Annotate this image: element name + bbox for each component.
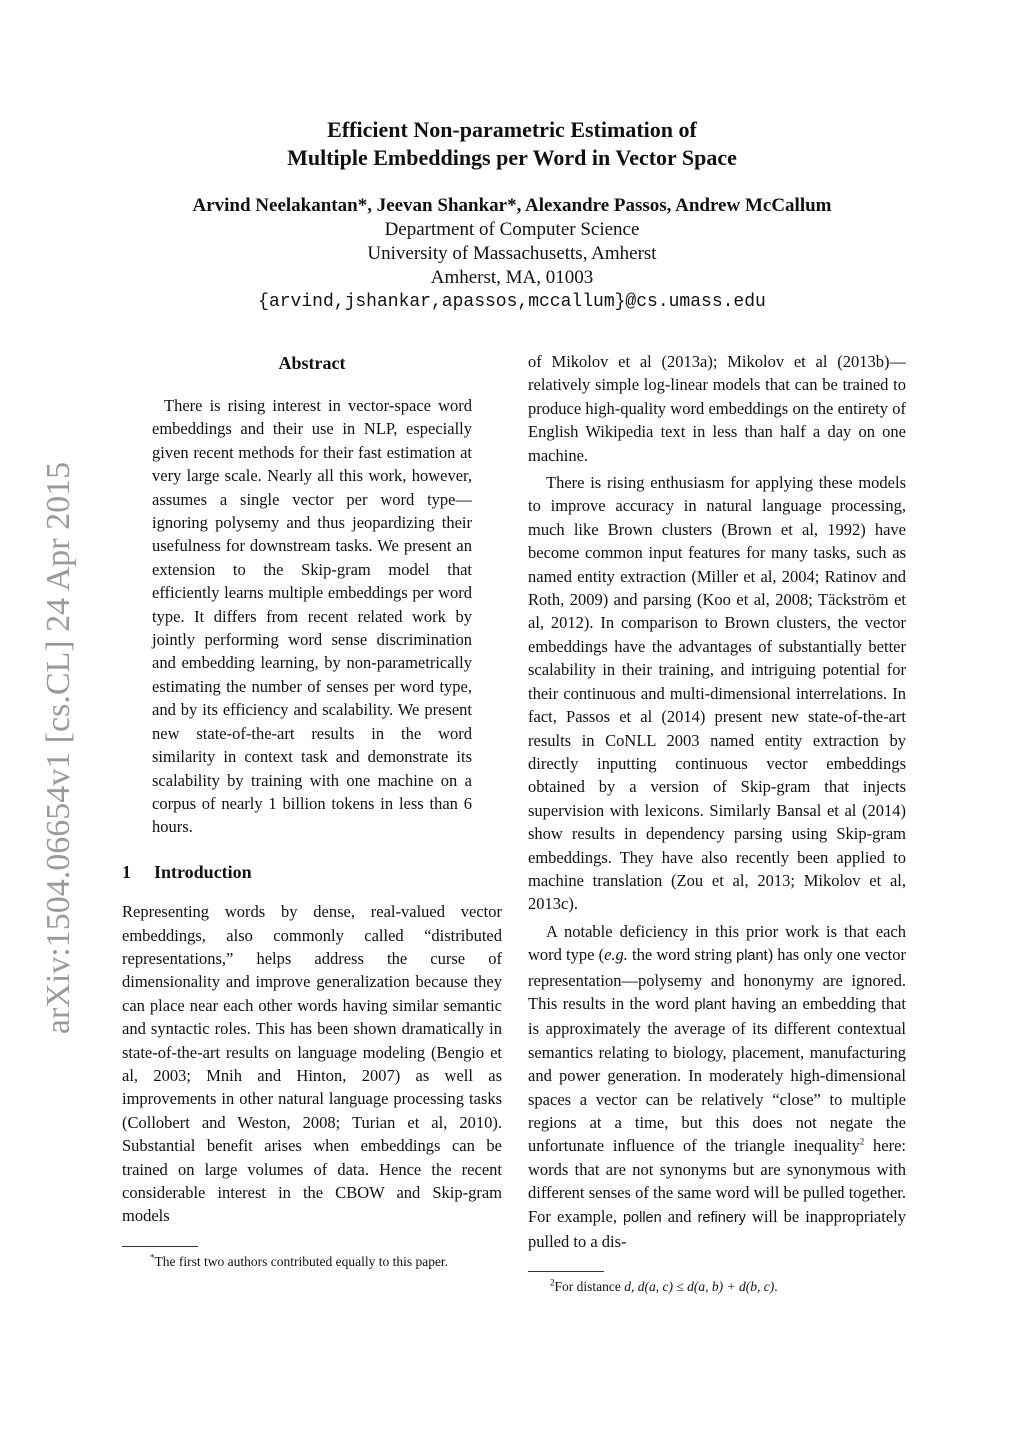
footnote-mark: * bbox=[150, 1252, 155, 1263]
word-pollen: pollen bbox=[622, 1209, 662, 1226]
intro-paragraph-1-continued: of Mikolov et al (2013a); Mikolov et al (2013b)—relatively simple log-linear models that can be trained to produce high-quality word embeddings on the entirety of English Wikipedia text in less than half a day on one machine. bbox=[528, 352, 906, 465]
abstract-body: There is rising interest in vector-space word embeddings and their use in NLP, especially given recent methods for their fast estimation at very large scale. Nearly all this work, however, assumes a single vector per word type—ignoring polysemy and thus jeopardizing their usefulness for downstream tasks. We present an extension to the Skip-gram model that efficiently learns multiple embeddings per word type. It differs from recent related work by jointly performing word sense discrimination and embedding learning, by non-parametrically estimating the number of senses per word type, and by its efficiency and scalability. We present new state-of-the-art results in the word similarity in context task and demonstrate its scalability by training with one machine on a corpus of nearly 1 billion tokens in less than 6 hours. bbox=[152, 396, 472, 837]
arxiv-side-stamp: arXiv:1504.06654v1 [cs.CL] 24 Apr 2015 bbox=[40, 461, 77, 1035]
footnote-rule-left bbox=[122, 1246, 198, 1247]
section-number: 1 bbox=[122, 861, 131, 882]
paper-title bbox=[0, 116, 1024, 172]
footnote-2-period: . bbox=[774, 1279, 778, 1295]
abstract-heading: Abstract bbox=[278, 353, 346, 373]
author-block bbox=[0, 194, 1024, 314]
p3-text-c: ) has only one vector representation—polysemy and hononymy are ignored. This results in the word bbox=[528, 945, 906, 1013]
department: Department of Computer Science bbox=[384, 219, 640, 240]
p3-text-e: here: words that are not synonyms but are synonymous with different senses of the same word will be pulled together. For example, bbox=[528, 1136, 906, 1226]
footnote-equal-contribution bbox=[122, 1253, 502, 1271]
footnote-2-math: d, d(a, c) ≤ d(a, b) + d(b, c) bbox=[624, 1279, 775, 1295]
footnote-triangle-inequality bbox=[528, 1278, 906, 1296]
word-plant-2: plant bbox=[694, 996, 726, 1013]
right-column bbox=[528, 350, 906, 1296]
p3-text-b: the word string bbox=[627, 945, 737, 965]
author-email: {arvind,jshankar,apassos,mccallum}@cs.umass.edu bbox=[258, 292, 766, 312]
footnote-rule-right bbox=[528, 1271, 604, 1272]
left-column bbox=[122, 350, 502, 1271]
section-heading-introduction bbox=[122, 861, 502, 884]
footnote-mark-2: 2 bbox=[550, 1277, 555, 1288]
section-title: Introduction bbox=[154, 861, 252, 882]
p3-eg: e.g. bbox=[604, 945, 628, 965]
address: Amherst, MA, 01003 bbox=[430, 267, 594, 288]
p3-text-d: having an embedding that is approximately the average of its different contextual semantics relating to biology, placement, manufacturing and power generation. In moderately high-dimensional spaces a vector can be relatively “close” to multiple regions at a time, but this does not negate the unfortunate influence of the triangle inequality bbox=[528, 993, 906, 1156]
word-refinery: refinery bbox=[697, 1209, 746, 1226]
title-line-1: Efficient Non-parametric Estimation of bbox=[327, 117, 697, 142]
intro-paragraph-1: Representing words by dense, real-valued vector embeddings, also commonly called “distributed representations,” helps address the curse of dimensionality and improve generalization because they can place near each other words having similar semantic and syntactic roles. This has been shown dramatically in state-of-the-art results on language modeling (Bengio et al, 2003; Mnih and Hinton, 2007) as well as improvements in other natural language processing tasks (Collobert and Weston, 2008; Turian et al, 2010). Substantial benefit arises when embeddings can be trained on large volumes of data. Hence the recent considerable interest in the CBOW and Skip-gram models bbox=[122, 902, 502, 1226]
footnote-2-text: For distance bbox=[554, 1279, 625, 1295]
p3-text-f: and bbox=[661, 1206, 698, 1226]
intro-paragraph-2: There is rising enthusiasm for applying these models to improve accuracy in natural language processing, much like Brown clusters (Brown et al, 1992) have become common input features for many tasks, such as named entity extraction (Miller et al, 2004; Ratinov and Roth, 2009) and parsing (Koo et al, 2008; Täckström et al, 2012). In comparison to Brown clusters, the vector embeddings have the advantages of substantially better scalability in their training, and intriguing potential for their continuous and multi-dimensional interrelations. In fact, Passos et al (2014) present new state-of-the-art results in CoNLL 2003 named entity extraction by directly inputting continuous vector embeddings obtained by a version of Skip-gram that injects supervision with lexicons. Similarly Bansal et al (2014) show results in dependency parsing using Skip-gram embeddings. They have also recently been applied to machine translation (Zou et al, 2013; Mikolov et al, 2013c). bbox=[528, 473, 906, 914]
author-names: Arvind Neelakantan*, Jeevan Shankar*, Alexandre Passos, Andrew McCallum bbox=[192, 195, 832, 216]
title-line-2: Multiple Embeddings per Word in Vector Space bbox=[287, 145, 737, 170]
university: University of Massachusetts, Amherst bbox=[367, 243, 657, 264]
word-plant: plant bbox=[736, 948, 768, 965]
p3-text-g: will be inappropriately pulled to a dis- bbox=[528, 1206, 906, 1252]
p3-text-a: A notable deficiency in this prior work is that each word type ( bbox=[528, 921, 906, 965]
footnote-ref-2: 2 bbox=[859, 1136, 865, 1147]
footnote-text: The first two authors contributed equally to this paper. bbox=[154, 1253, 449, 1269]
intro-paragraph-3 bbox=[528, 920, 906, 1254]
